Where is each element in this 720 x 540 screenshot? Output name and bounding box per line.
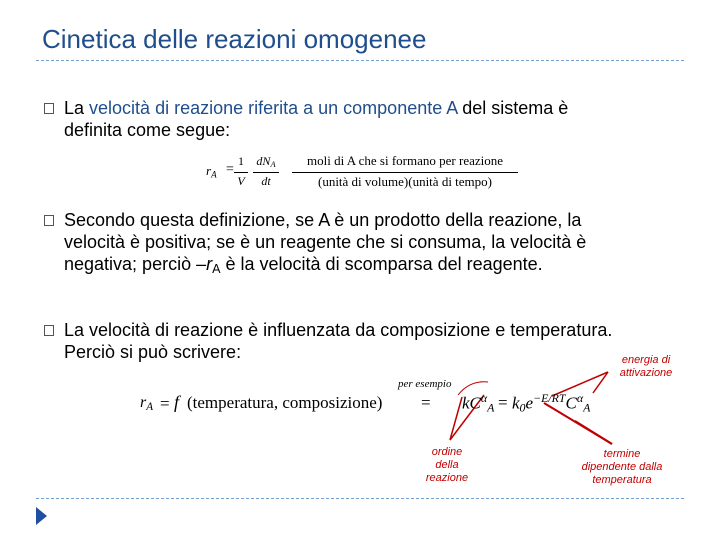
eq2-term1: $kC^\alpha_A$ bbox=[462, 391, 495, 415]
arrow-to-reaction-order bbox=[450, 397, 462, 440]
bullet-2-line-3: negativa; perciò $-r_A$ è la velocità di scomparsa del reagente. bbox=[64, 254, 543, 277]
bullet-1-line-2: definita come segue: bbox=[64, 120, 231, 140]
bullet-1-line-1: La velocità di reazione riferita a un componente A del sistema è bbox=[64, 98, 569, 118]
eq1-frac2-den: dt bbox=[261, 174, 271, 188]
eq1-lhs: $r_A$ bbox=[206, 163, 217, 180]
bullet-3-line-2: Perciò si può scrivere: bbox=[64, 342, 242, 362]
bottom-divider bbox=[36, 498, 684, 499]
eq1-frac3-den: (unità di volume)(unità di tempo) bbox=[317, 174, 492, 189]
arrow-to-temperature-term-2 bbox=[575, 421, 612, 444]
eq1-equals: = bbox=[226, 162, 234, 177]
eq2-func: f bbox=[174, 392, 180, 412]
eq2-args: (temperatura, composizione) bbox=[187, 393, 383, 412]
example-label: per esempio bbox=[398, 378, 452, 390]
next-slide-arrow-icon[interactable] bbox=[36, 507, 47, 525]
eq1-frac2-num: $dN_A$ bbox=[256, 154, 276, 170]
reaction-order-label: ordine della reazione bbox=[425, 446, 469, 484]
bullet-3-line-1: La velocità di reazione è influenzata da composizione e temperatura. bbox=[64, 320, 613, 340]
bullet-2-line-1: Secondo questa definizione, se A è un prodotto della reazione, la bbox=[64, 210, 582, 230]
bullet-2-line-2: velocità è positiva; se è un reagente che si consuma, la velocità è bbox=[64, 232, 587, 252]
highlighted-term: velocità di reazione riferita a un componente A bbox=[89, 98, 458, 118]
temperature-term-label: termine dipendente dalla temperatura bbox=[581, 448, 663, 486]
eq2-equals-3: = bbox=[498, 393, 508, 412]
eq2-lhs: $r_A$ bbox=[140, 394, 154, 413]
slide-title: Cinetica delle reazioni omogenee bbox=[42, 24, 427, 54]
activation-energy-label: energia di attivazione bbox=[619, 354, 673, 379]
eq1-frac1-den: V bbox=[237, 174, 245, 188]
eq1-frac3-num: moli di A che si formano per reazione bbox=[306, 153, 504, 168]
eq2-equals: = bbox=[160, 394, 170, 413]
eq2-equals-2: = bbox=[421, 393, 431, 412]
eq2-term2: $k_0e^{-E/RT}C^\alpha_A$ bbox=[512, 391, 591, 415]
eq1-frac1-num: 1 bbox=[238, 154, 244, 168]
